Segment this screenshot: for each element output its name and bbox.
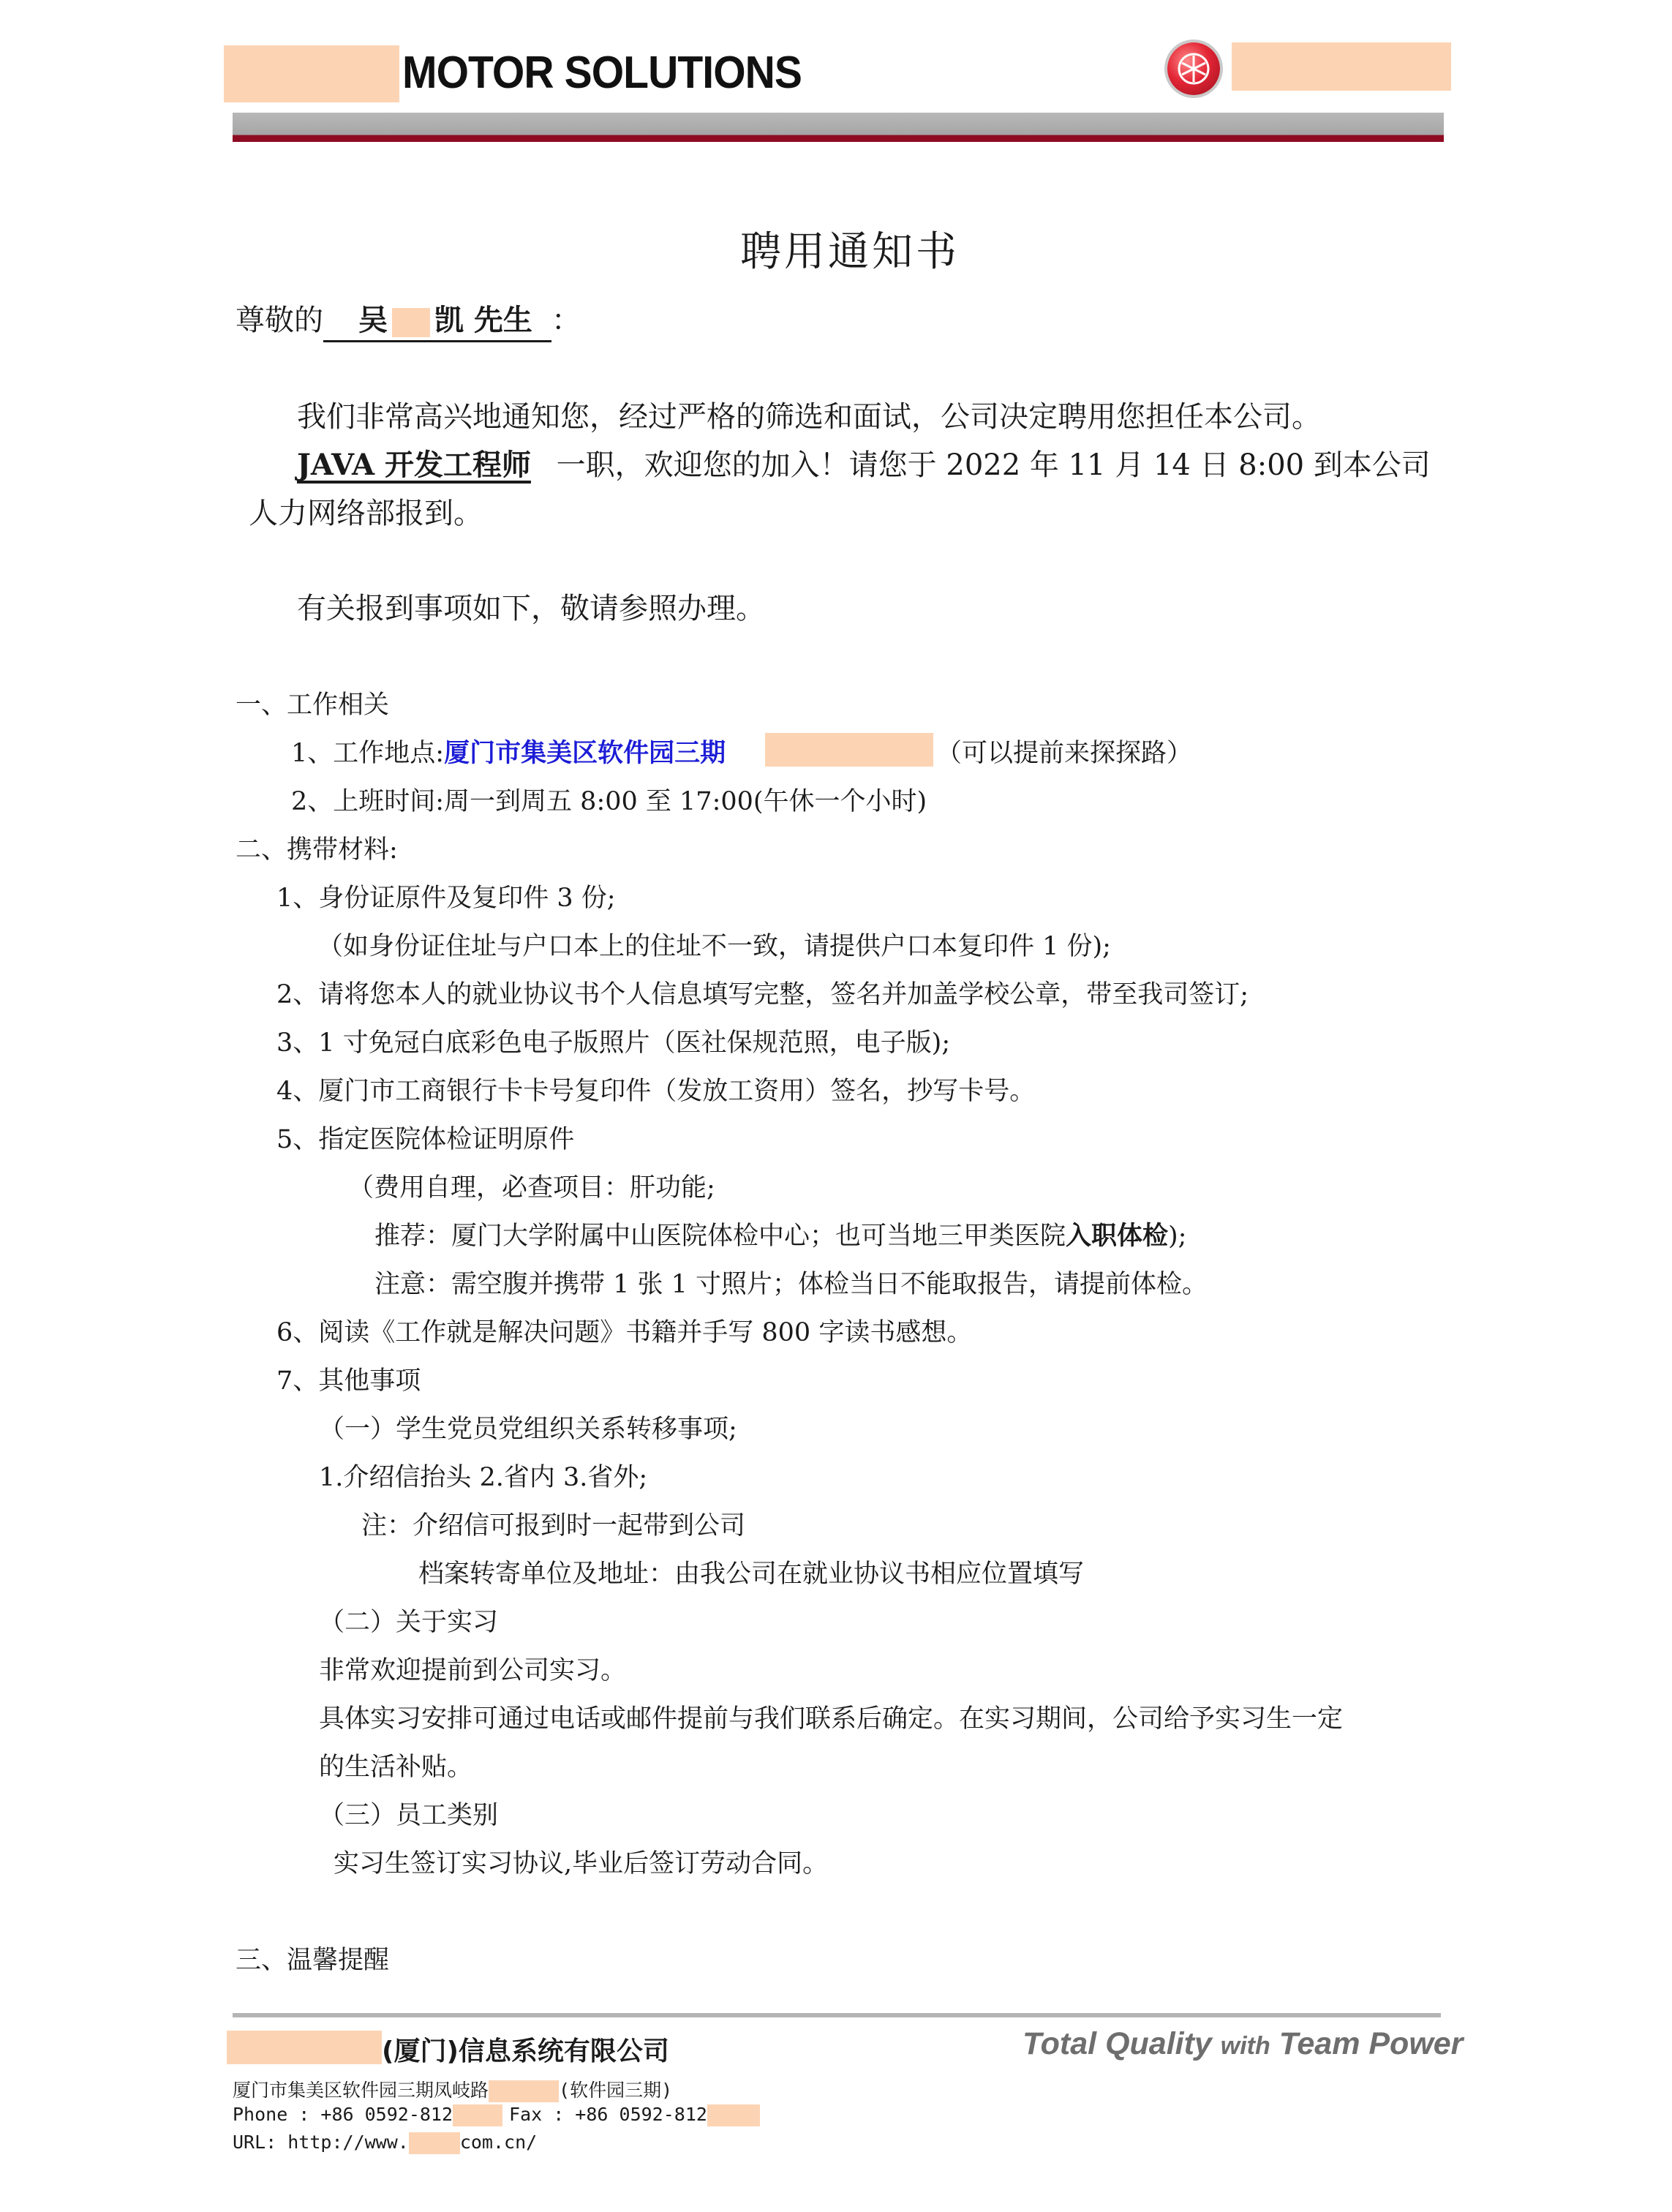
salutation-prefix: 尊敬的 xyxy=(236,304,323,337)
footer-url-prefix: URL: http://www. xyxy=(233,2132,409,2153)
slogan-part-a: Total Quality xyxy=(1023,2026,1221,2061)
hospital-recommendation-end: ); xyxy=(1168,1222,1187,1251)
intro-line-1: 我们非常高兴地通知您，经过严格的筛选和面试，公司决定聘用您担任本公司。 xyxy=(297,400,1321,434)
recipient-name-part1: 吴 xyxy=(358,303,388,337)
work-hours-item: 2、上班时间:周一到周五 8:00 至 17:00(午休一个小时) xyxy=(291,787,927,816)
internship-line-1: 非常欢迎提前到公司实习。 xyxy=(319,1656,627,1685)
redacted-brand-block xyxy=(224,45,399,102)
materials-item-5-note-3: 注意：需空腹并携带 1 张 1 寸照片；体检当日不能取报告，请提前体检。 xyxy=(374,1270,1208,1299)
materials-item-3: 3、1 寸免冠白底彩色电子版照片（医社保规范照，电子版); xyxy=(276,1028,951,1058)
redacted-address xyxy=(765,733,933,767)
party-transfer-line-2: 注：介绍信可报到时一起带到公司 xyxy=(361,1511,746,1540)
work-location-note: （可以提前来探探路） xyxy=(936,739,1193,768)
hospital-recommendation: 推荐：厦门大学附属中山医院体检中心；也可当地三甲类医院 xyxy=(374,1222,1066,1251)
footer-address-prefix: 厦门市集美区软件园三期凤岐路 xyxy=(233,2080,489,2101)
slogan-part-c: Team Power xyxy=(1270,2026,1464,2061)
intro-line-2 xyxy=(297,442,1431,484)
footer-phone-number: Phone : +86 0592-812 xyxy=(233,2104,453,2125)
materials-item-1: 1、身份证原件及复印件 3 份; xyxy=(276,884,616,913)
slogan-part-b: with xyxy=(1220,2032,1270,2060)
section-3-heading: 三、温馨提醒 xyxy=(236,1946,390,1975)
internship-heading: （二）关于实习 xyxy=(319,1608,499,1637)
redacted-url-domain xyxy=(409,2132,460,2154)
footer-divider xyxy=(233,2013,1441,2017)
company-logo-icon xyxy=(1167,42,1220,95)
footer-phone xyxy=(233,2104,502,2126)
materials-item-7: 7、其他事项 xyxy=(276,1366,421,1396)
intro-line-2-rest: 一职，欢迎您的加入！请您于 2022 年 11 月 14 日 8:00 到本公司 xyxy=(556,448,1431,482)
materials-item-6: 6、阅读《工作就是解决问题》书籍并手写 800 字读书感想。 xyxy=(276,1318,973,1347)
footer-url[interactable] xyxy=(233,2132,537,2154)
party-transfer-line-1: 1.介绍信抬头 2.省内 3.省外; xyxy=(319,1463,648,1492)
job-position: JAVA 开发工程师 xyxy=(297,448,531,482)
employee-type-line-1: 实习生签订实习协议,毕业后签订劳动合同。 xyxy=(334,1849,829,1878)
materials-item-4: 4、厦门市工商银行卡卡号复印件（发放工资用）签名，抄写卡号。 xyxy=(276,1077,1036,1106)
footer-address-suffix: (软件园三期) xyxy=(559,2080,673,2101)
materials-item-5: 5、指定医院体检证明原件 xyxy=(276,1125,575,1154)
page-title: 聘用通知书 xyxy=(740,228,960,276)
redacted-phone-digits xyxy=(453,2104,502,2126)
salutation xyxy=(236,297,581,342)
brand-name: MOTOR SOLUTIONS xyxy=(402,48,802,98)
redacted-fax-digits xyxy=(707,2104,760,2126)
header-divider-bar xyxy=(233,113,1444,142)
redacted-name-char xyxy=(392,308,430,337)
intro-line-3: 人力网络部报到。 xyxy=(249,497,483,530)
footer-url-suffix: com.cn/ xyxy=(459,2132,538,2153)
work-location-address: 厦门市集美区软件园三期 xyxy=(444,738,726,768)
party-transfer-heading: （一）学生党员党组织关系转移事项; xyxy=(319,1415,737,1444)
section-1-heading: 一、工作相关 xyxy=(236,691,390,720)
footer-address xyxy=(233,2076,672,2102)
redacted-logo-text xyxy=(1232,42,1451,91)
salutation-suffix: ： xyxy=(551,304,581,337)
section-2-heading: 二、携带材料: xyxy=(236,835,398,865)
intro-line-4: 有关报到事项如下，敬请参照办理。 xyxy=(297,592,765,625)
employee-type-heading: （三）员工类别 xyxy=(319,1801,499,1830)
footer-slogan xyxy=(1023,2026,1463,2062)
work-location-item xyxy=(291,733,726,770)
footer-fax xyxy=(509,2104,760,2126)
internship-line-2: 具体实习安排可通过电话或邮件提前与我们联系后确定。在实习期间，公司给予实习生一定 xyxy=(319,1704,1344,1734)
internship-line-3: 的生活补贴。 xyxy=(319,1753,473,1782)
materials-item-5-note-2 xyxy=(374,1216,1186,1252)
party-transfer-line-3: 档案转寄单位及地址：由我公司在就业协议书相应位置填写 xyxy=(418,1560,1085,1589)
recipient-name-part2: 凯 先生 xyxy=(434,303,532,337)
redacted-address-number xyxy=(489,2080,559,2102)
footer-fax-number: Fax : +86 0592-812 xyxy=(509,2104,707,2125)
footer-company-name: (厦门)信息系统有限公司 xyxy=(382,2036,669,2066)
work-location-label: 1、工作地点: xyxy=(291,739,445,768)
onboarding-exam-term: 入职体检 xyxy=(1066,1221,1169,1251)
redacted-company-name xyxy=(227,2031,382,2064)
materials-item-1-note: （如身份证住址与户口本上的住址不一致，请提供户口本复印件 1 份); xyxy=(317,932,1111,961)
materials-item-2: 2、请将您本人的就业协议书个人信息填写完整，签名并加盖学校公章，带至我司签订; xyxy=(276,980,1249,1009)
materials-item-5-note-1: （费用自理，必查项目：肝功能; xyxy=(348,1173,715,1203)
